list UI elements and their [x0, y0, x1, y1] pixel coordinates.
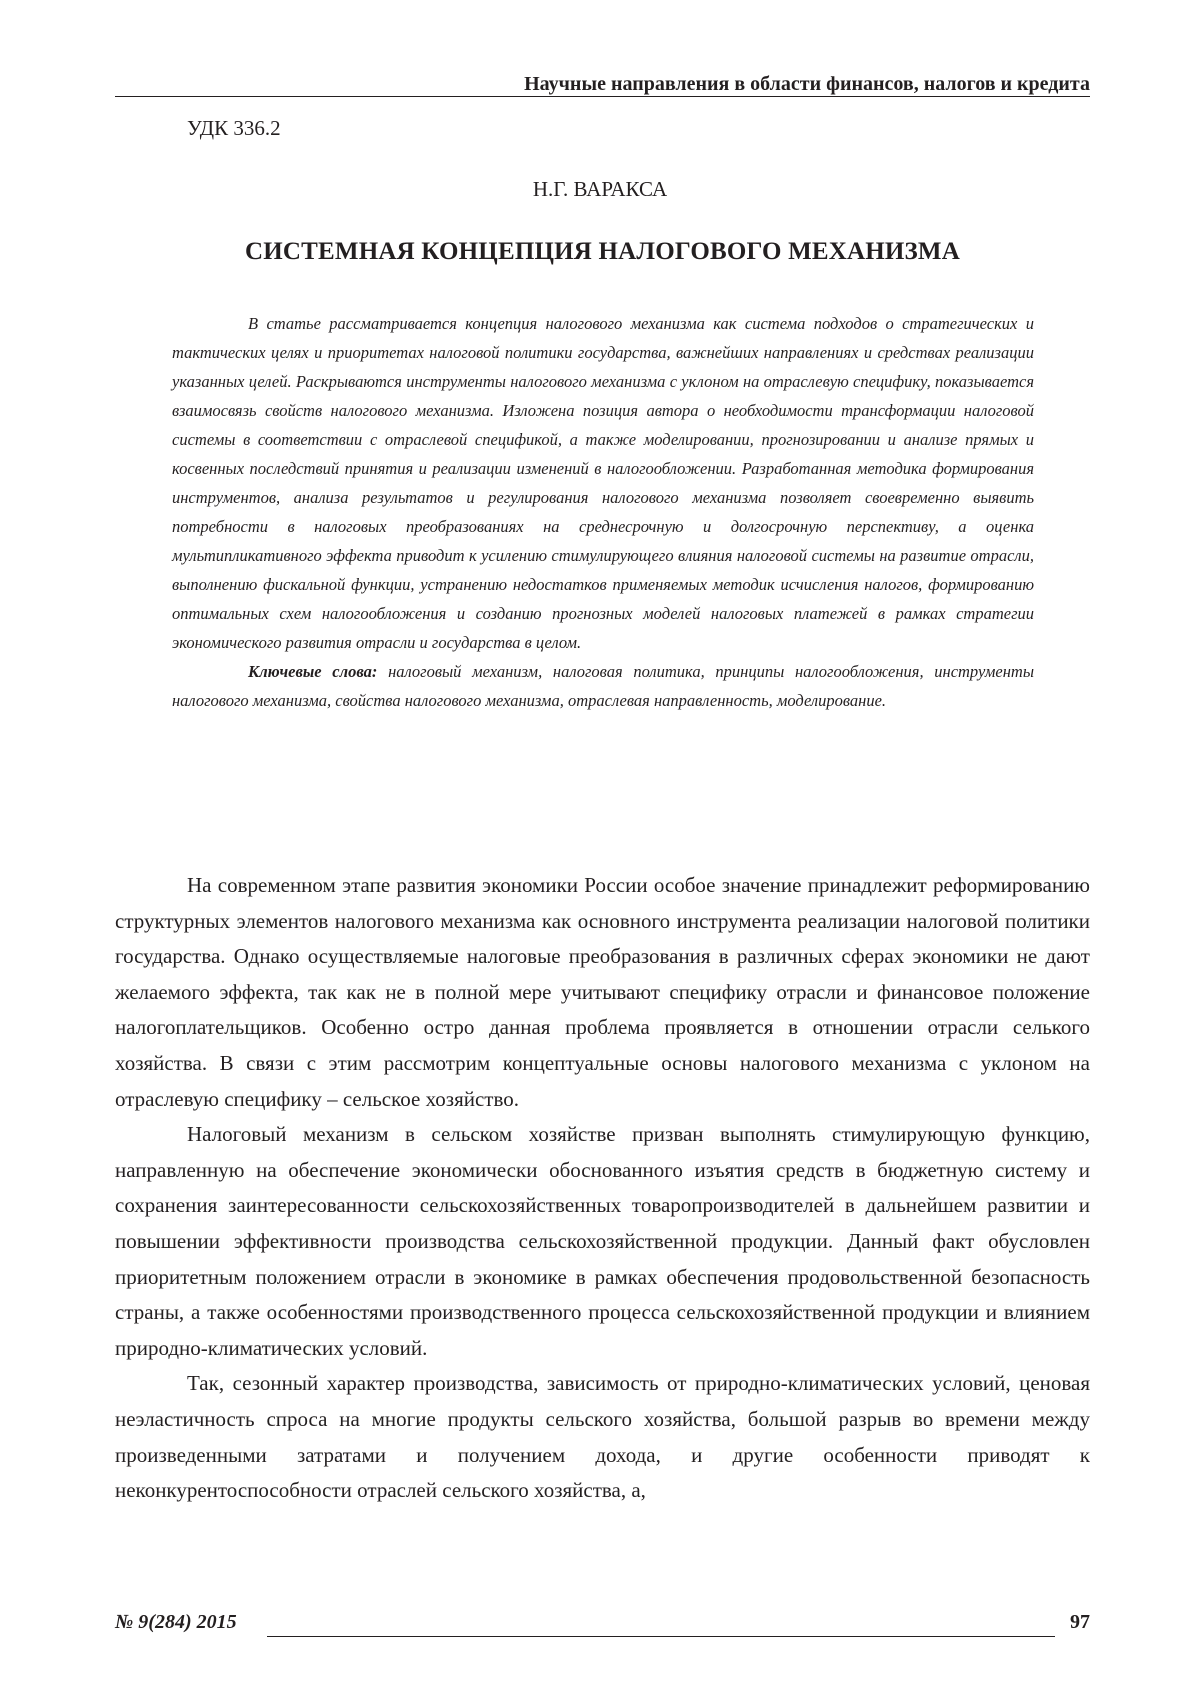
body-paragraph-2: Налоговый механизм в сельском хозяйстве призван выполнять стимулирующую функцию, направленную на обеспечение экономически обоснованного изъятия средств в бюджетную систему и сохранения заинтересованности сельскохозяйственных товаропроизводителей в дальнейшем развитии и повышении эффективности производства сельскохозяйственной продукции. Данный факт обусловлен приоритетным положением отрасли в экономике в рамках обеспечения продовольственной безопасность страны, а также особенностями производственного процесса сельскохозяйственной продукции и влиянием природно-климатических условий. [115, 1117, 1090, 1366]
page-number: 97 [1070, 1611, 1090, 1634]
keywords-label: Ключевые слова: [248, 662, 377, 681]
body-text [115, 868, 1090, 1509]
udc-code: УДК 336.2 [187, 116, 281, 141]
body-paragraph-3: Так, сезонный характер производства, зависимость от природно-климатических условий, ценовая неэластичность спроса на многие продукты сельского хозяйства, большой разрыв во времени между произведенными затратами и получением дохода, и другие особенности приводят к неконкурентоспособности отраслей сельского хозяйства, а, [115, 1366, 1090, 1508]
page-footer [115, 1611, 1090, 1641]
article-title: СИСТЕМНАЯ КОНЦЕПЦИЯ НАЛОГОВОГО МЕХАНИЗМА [115, 238, 1090, 266]
issue-number: № 9(284) 2015 [115, 1611, 237, 1634]
keywords [172, 657, 1034, 715]
body-paragraph-1: На современном этапе развития экономики России особое значение принадлежит реформированию структурных элементов налогового механизма как основного инструмента реализации налоговой политики государства. Однако осуществляемые налоговые преобразования в различных сферах экономики не дают желаемого эффекта, так как не в полной мере учитывают специфику отрасли и финансовое положение налогоплательщиков. Особенно остро данная проблема проявляется в отношении отрасли селького хозяйства. В связи с этим рассмотрим концептуальные основы налогового механизма с уклоном на отраслевую специфику – сельское хозяйство. [115, 868, 1090, 1117]
header-rule [115, 96, 1090, 97]
abstract-text: В статье рассматривается концепция налогового механизма как система подходов о стратегических и тактических целях и приоритетах налоговой политики государства, важнейших направлениях и средствах реализации указанных целей. Раскрываются инструменты налогового механизма с уклоном на отраслевую специфику, показывается взаимосвязь свойств налогового механизма. Изложена позиция автора о необходимости трансформации налоговой системы в соответствии с отраслевой спецификой, а также моделировании, прогнозировании и анализе прямых и косвенных последствий принятия и реализации изменений в налогообложении. Разработанная методика формирования инструментов, анализа результатов и регулирования налогового механизма позволяет своевременно выявить потребности в налоговых преобразованиях на среднесрочную и долгосрочную перспективу, а оценка мультипликативного эффекта приводит к усилению стимулирующего влияния налоговой системы на развитие отрасли, выполнению фискальной функции, устранению недостатков применяемых методик исчисления налогов, формированию оптимальных схем налогообложения и созданию прогнозных моделей налоговых платежей в рамках стратегии экономического развития отрасли и государства в целом. [172, 309, 1034, 657]
author-name: Н.Г. ВАРАКСА [0, 177, 1200, 202]
abstract-block [172, 309, 1034, 715]
keywords-text: налоговый механизм, налоговая политика, принципы налогообложения, инструменты налогового механизма, свойства налогового механизма, отраслевая направленность, моделирование. [172, 662, 1034, 710]
footer-rule [267, 1636, 1055, 1637]
running-head: Научные направления в области финансов, налогов и кредита [115, 72, 1090, 96]
